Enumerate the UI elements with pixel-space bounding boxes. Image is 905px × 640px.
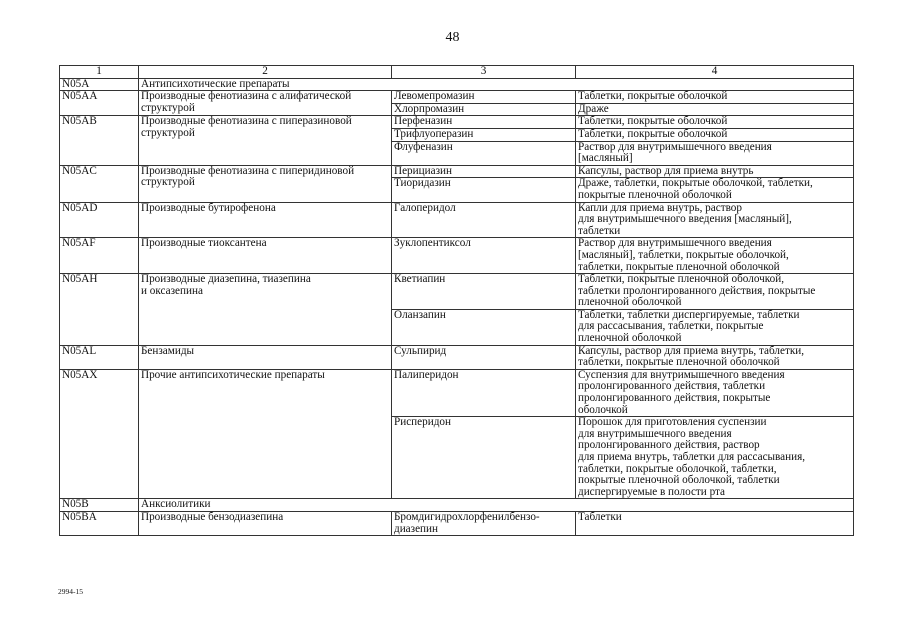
table-row (60, 499, 854, 512)
drug-name-cell: Сульпирид (392, 345, 576, 369)
column-header: 3 (392, 66, 576, 79)
dosage-forms-cell: Таблетки, покрытые оболочкой (576, 91, 854, 104)
drug-name-cell: Тиоридазин (392, 178, 576, 202)
atc-code-cell: N05AB (60, 116, 139, 165)
drug-name-cell: Рисперидон (392, 417, 576, 499)
dosage-forms-cell: Капли для приема внутрь, раствор для внутримышечного введения [масляный], таблетки (576, 202, 854, 238)
group-name-cell: Производные фенотиазина с пиперидиновой структурой (139, 165, 392, 202)
table-header-row (60, 66, 854, 79)
drug-name-cell: Палиперидон (392, 369, 576, 416)
atc-code-cell: N05AX (60, 369, 139, 499)
footer-code: 2994-15 (58, 587, 83, 596)
group-name-cell: Анксиолитики (139, 499, 854, 512)
drug-name-cell: Галоперидол (392, 202, 576, 238)
table-row (60, 511, 854, 535)
atc-code-cell: N05BA (60, 511, 139, 535)
table-row (60, 91, 854, 104)
group-name-cell: Антипсихотические препараты (139, 78, 854, 91)
atc-code-cell: N05AF (60, 238, 139, 274)
column-header: 4 (576, 66, 854, 79)
drug-name-cell: Перициазин (392, 165, 576, 178)
dosage-forms-cell: Раствор для внутримышечного введения [масляный] (576, 141, 854, 165)
atc-code-cell: N05B (60, 499, 139, 512)
drug-name-cell: Флуфеназин (392, 141, 576, 165)
atc-code-cell: N05AH (60, 274, 139, 346)
table-row (60, 202, 854, 238)
table-row (60, 238, 854, 274)
atc-code-cell: N05AC (60, 165, 139, 202)
dosage-forms-cell: Таблетки, покрытые оболочкой (576, 116, 854, 129)
group-name-cell: Производные фенотиазина с алифатической структурой (139, 91, 392, 116)
column-header: 2 (139, 66, 392, 79)
dosage-forms-cell: Таблетки, таблетки диспергируемые, таблетки для рассасывания, таблетки, покрытые пленочной оболочкой (576, 309, 854, 345)
column-header: 1 (60, 66, 139, 79)
drug-table (59, 65, 854, 536)
drug-name-cell: Кветиапин (392, 274, 576, 310)
drug-name-cell: Трифлуоперазин (392, 128, 576, 141)
dosage-forms-cell: Таблетки, покрытые оболочкой (576, 128, 854, 141)
atc-code-cell: N05AA (60, 91, 139, 116)
atc-code-cell: N05AD (60, 202, 139, 238)
dosage-forms-cell: Порошок для приготовления суспензии для внутримышечного введения пролонгированного действия, раствор для приема внутрь, таблетки для рассасывания, таблетки, покрытые оболочкой, таблетки, покрытые пленочной оболочкой, таблетки диспергируемые в полости рта (576, 417, 854, 499)
drug-name-cell: Хлорпромазин (392, 103, 576, 116)
dosage-forms-cell: Таблетки, покрытые пленочной оболочкой, таблетки пролонгированного действия, покрытые пленочной оболочкой (576, 274, 854, 310)
dosage-forms-cell: Раствор для внутримышечного введения [масляный], таблетки, покрытые оболочкой, таблетки, покрытые пленочной оболочкой (576, 238, 854, 274)
table-row (60, 369, 854, 416)
table-row (60, 165, 854, 178)
dosage-forms-cell: Таблетки (576, 511, 854, 535)
atc-code-cell: N05A (60, 78, 139, 91)
table-row (60, 345, 854, 369)
group-name-cell: Производные диазепина, тиазепина и оксазепина (139, 274, 392, 346)
drug-name-cell: Перфеназин (392, 116, 576, 129)
page-number: 48 (445, 30, 460, 45)
table-row (60, 116, 854, 129)
group-name-cell: Бензамиды (139, 345, 392, 369)
group-name-cell: Прочие антипсихотические препараты (139, 369, 392, 499)
dosage-forms-cell: Суспензия для внутримышечного введения пролонгированного действия, таблетки пролонгированного действия, покрытые оболочкой (576, 369, 854, 416)
group-name-cell: Производные фенотиазина с пиперазиновой структурой (139, 116, 392, 165)
table-row (60, 274, 854, 310)
group-name-cell: Производные бутирофенона (139, 202, 392, 238)
drug-name-cell: Бромдигидрохлорфенилбензо- диазепин (392, 511, 576, 535)
dosage-forms-cell: Капсулы, раствор для приема внутрь, таблетки, таблетки, покрытые пленочной оболочкой (576, 345, 854, 369)
group-name-cell: Производные тиоксантена (139, 238, 392, 274)
drug-name-cell: Зуклопентиксол (392, 238, 576, 274)
dosage-forms-cell: Капсулы, раствор для приема внутрь (576, 165, 854, 178)
group-name-cell: Производные бензодиазепина (139, 511, 392, 535)
atc-code-cell: N05AL (60, 345, 139, 369)
dosage-forms-cell: Драже (576, 103, 854, 116)
drug-name-cell: Оланзапин (392, 309, 576, 345)
dosage-forms-cell: Драже, таблетки, покрытые оболочкой, таблетки, покрытые пленочной оболочкой (576, 178, 854, 202)
table-body (60, 78, 854, 536)
drug-name-cell: Левомепромазин (392, 91, 576, 104)
table-row (60, 78, 854, 91)
